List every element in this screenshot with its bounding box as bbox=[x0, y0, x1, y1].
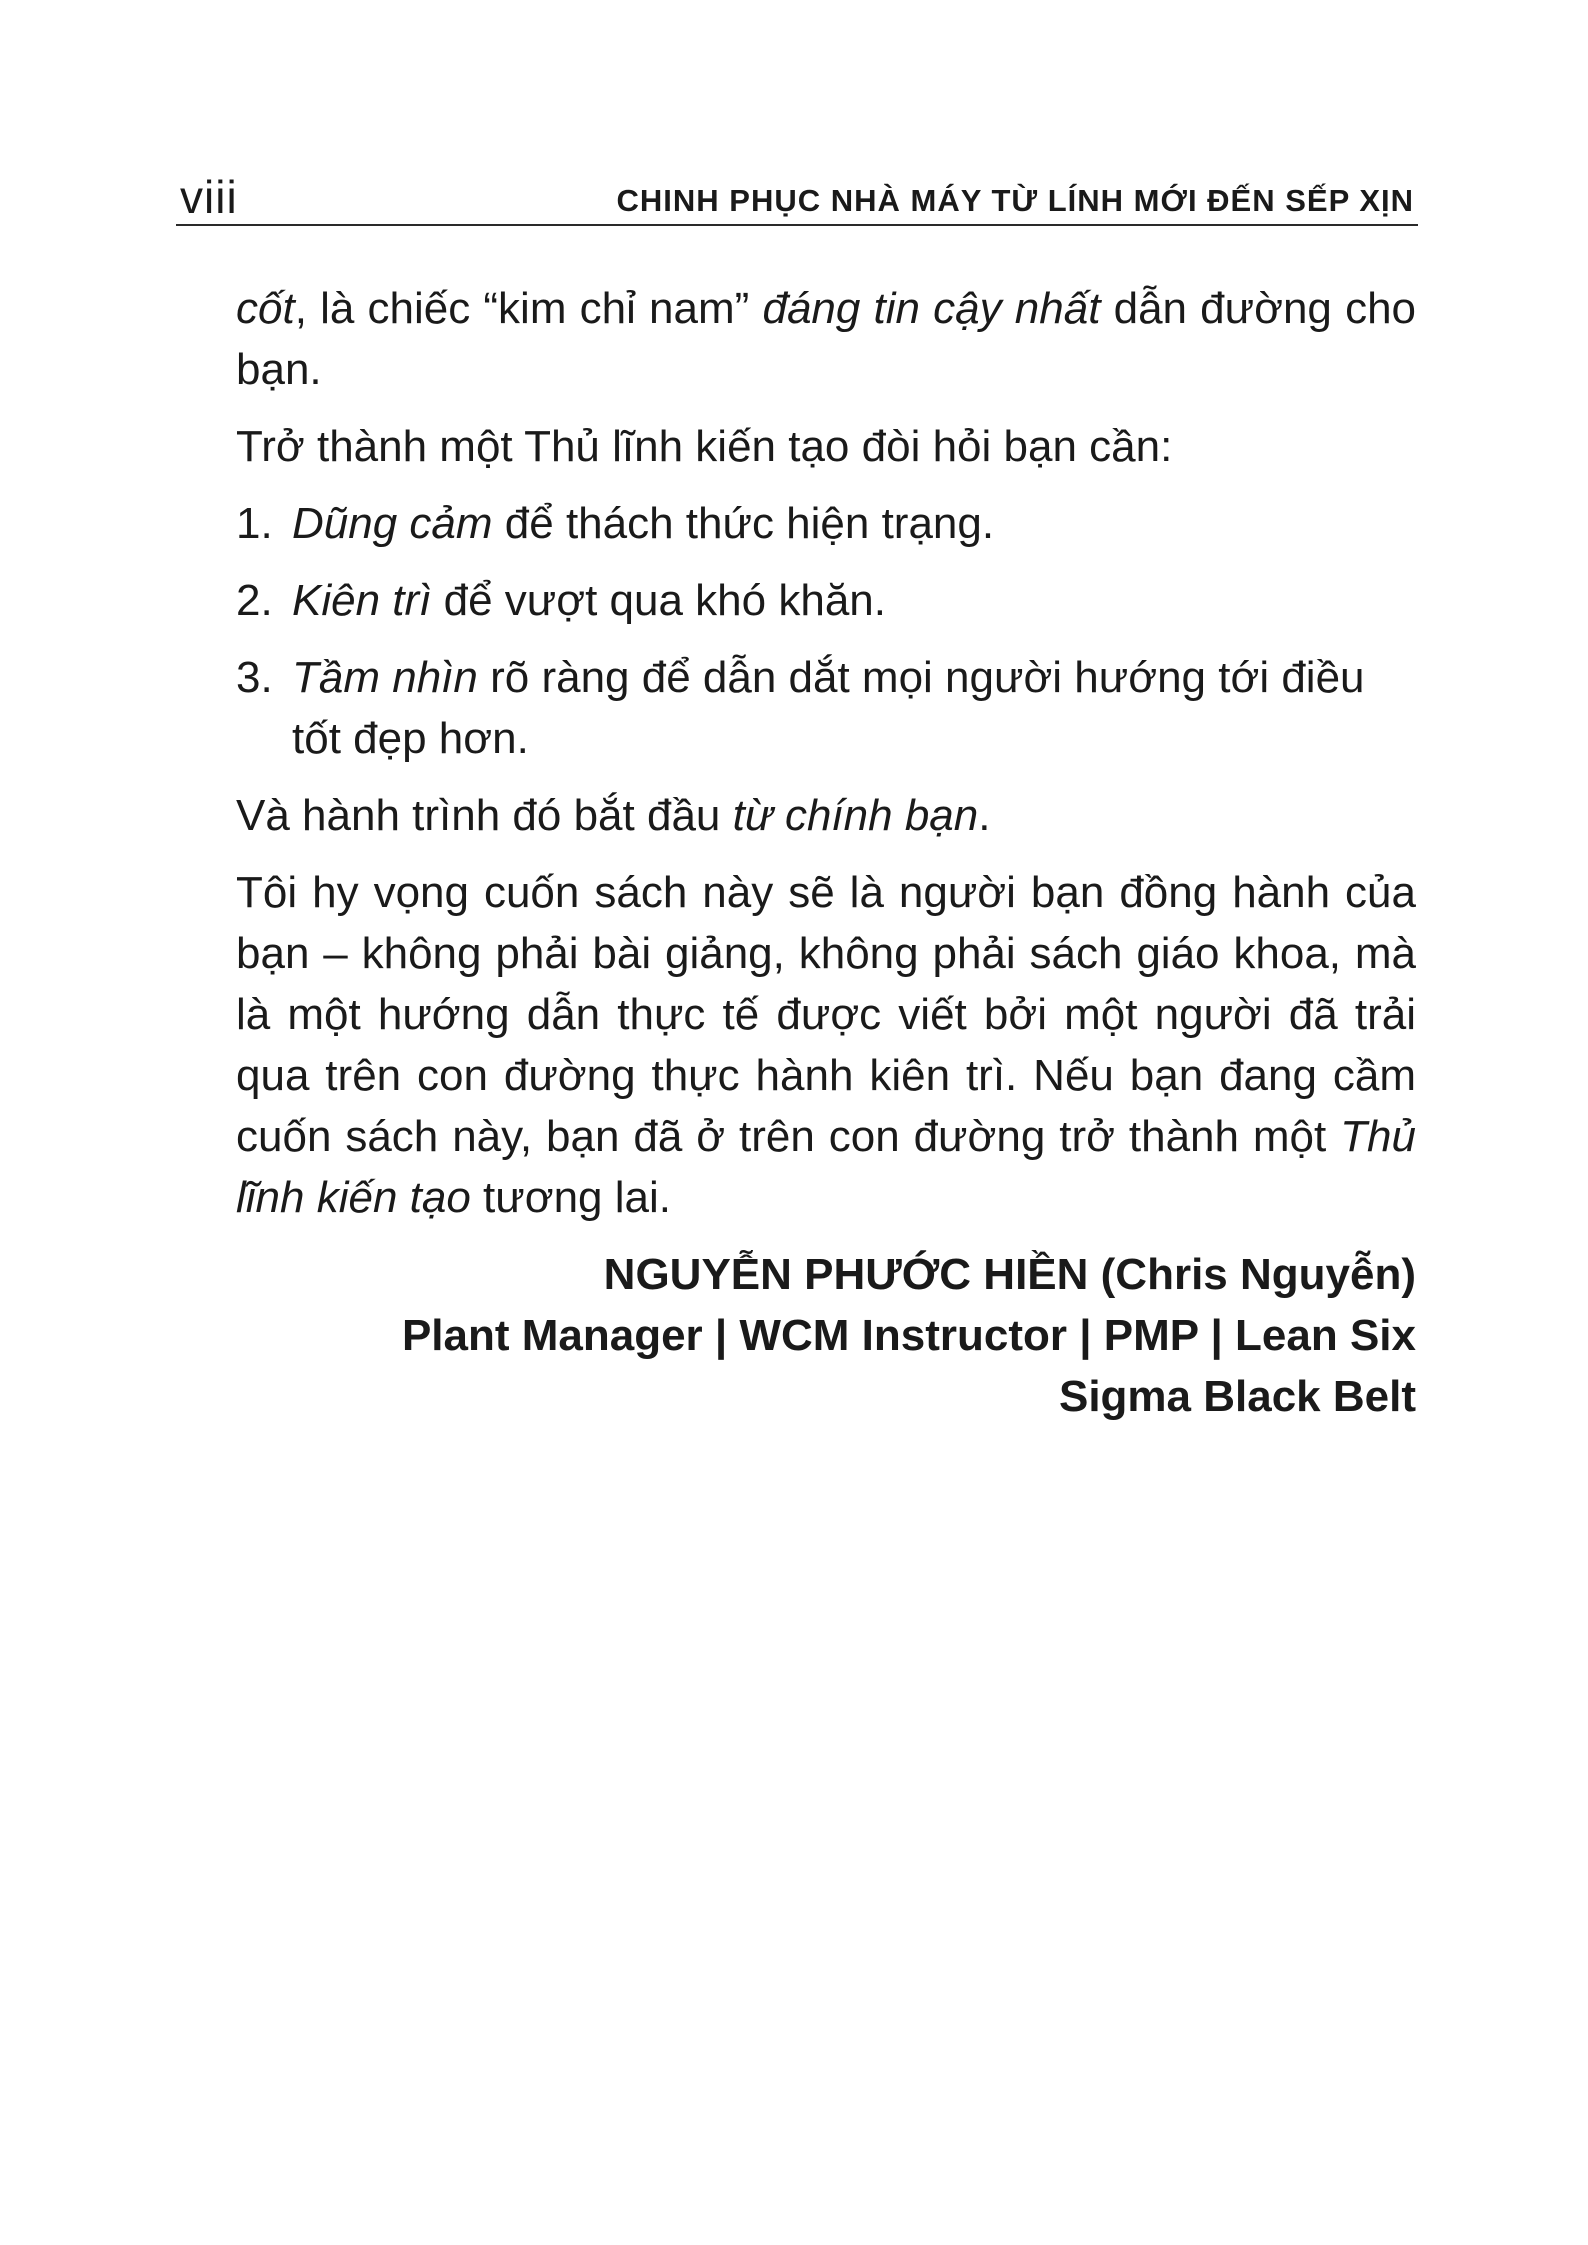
author-roles: Plant Manager | WCM Instructor | PMP | Lean Six Sigma Black Belt bbox=[401, 1311, 1416, 1421]
author-name: NGUYỄN PHƯỚC HIỀN (Chris Nguyễn) bbox=[603, 1250, 1416, 1299]
text: Và hành trình đó bắt đầu bbox=[236, 791, 733, 840]
running-title: CHINH PHỤC NHÀ MÁY TỪ LÍNH MỚI ĐẾN SẾP XỊN bbox=[616, 183, 1414, 218]
text: rõ ràng để dẫn dắt mọi người hướng tới điều tốt đẹp hơn. bbox=[292, 653, 1365, 763]
italic-text: Tầm nhìn bbox=[292, 653, 478, 702]
text: để thách thức hiện trạng. bbox=[492, 499, 995, 548]
text: dẫn đường cho bạn. bbox=[236, 284, 1417, 394]
paragraph-continuation bbox=[236, 278, 1416, 400]
italic-text: từ chính bạn bbox=[732, 791, 979, 840]
list-item bbox=[236, 493, 1416, 554]
paragraph-journey bbox=[236, 785, 1416, 846]
list-number: 2. bbox=[236, 576, 273, 625]
list-item bbox=[236, 570, 1416, 631]
text: . bbox=[978, 791, 991, 840]
text: , là chiếc “kim chỉ nam” bbox=[294, 284, 763, 333]
list-item bbox=[236, 647, 1416, 769]
list-number: 1. bbox=[236, 499, 273, 548]
italic-text: cốt bbox=[236, 284, 295, 333]
italic-text: Thủ lĩnh kiến tạo bbox=[236, 1112, 1416, 1222]
paragraph-intro-list: Trở thành một Thủ lĩnh kiến tạo đòi hỏi bạn cần: bbox=[236, 422, 1173, 471]
text: để vượt qua khó khăn. bbox=[431, 576, 886, 625]
italic-text: Dũng cảm bbox=[292, 499, 493, 548]
italic-text: Kiên trì bbox=[292, 576, 432, 625]
page-number: viii bbox=[180, 171, 238, 223]
body-text bbox=[236, 278, 1416, 1427]
paragraph-hope bbox=[236, 862, 1416, 1228]
text: Tôi hy vọng cuốn sách này sẽ là người bạn đồng hành của bạn – không phải bài giảng, không phải sách giáo khoa, mà là một hướng dẫn thực tế được viết bởi một người đã trải qua trên con đường thực hành kiên trì. Nếu bạn đang cầm cuốn sách này, bạn đã ở trên con đường trở thành một bbox=[236, 868, 1416, 1161]
list-number: 3. bbox=[236, 653, 273, 702]
text: tương lai. bbox=[470, 1173, 671, 1222]
italic-text: đáng tin cậy nhất bbox=[762, 284, 1101, 333]
author-signature bbox=[236, 1244, 1416, 1427]
page-header bbox=[176, 168, 1418, 226]
numbered-list bbox=[236, 493, 1416, 769]
